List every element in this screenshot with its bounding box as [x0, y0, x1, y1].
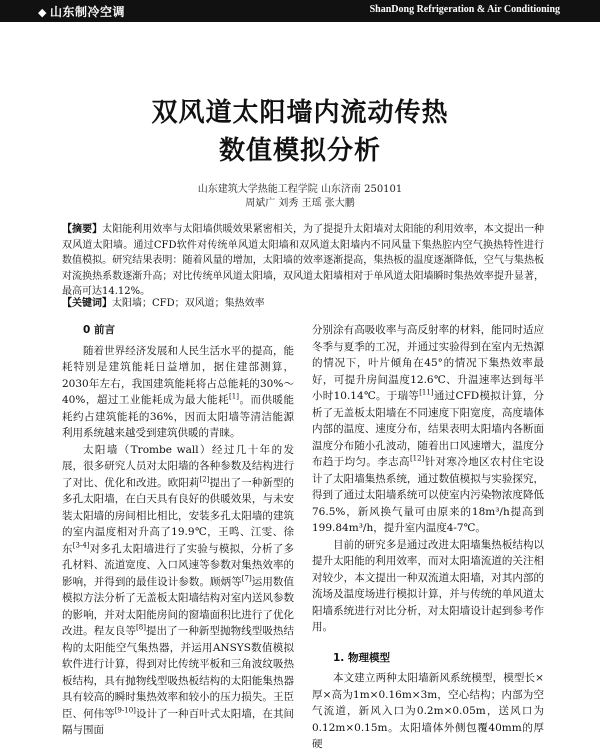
body-column-left: [62, 322, 294, 739]
keywords: [62, 297, 544, 311]
section-heading-intro: 0 前言: [83, 324, 115, 336]
section-heading-model: 1. 物理模型: [333, 651, 390, 664]
abstract-text: 太阳能利用效率与太阳墙供暖效果紧密相关，为了提提升太阳墙对太阳能的利用效率，本文提出一种双风道太阳墙。通过CFD软件对传统单风道太阳墙和双风道太阳墙内不同风量下集热腔内空气换热特性进行数值模拟。研究结果表明：随着风量的增加，太阳墙的效率逐渐提高，集热板的温度逐渐降低，空气与集热板对流换热系数逐渐升高；对比传统单风道太阳墙，双风道太阳墙相对于单风道太阳墙瞬时集热效率提升显著，最高可达14.12%。: [62, 224, 545, 297]
body-column-right: [312, 322, 544, 753]
paragraph: 随着世界经济发展和人民生活水平的提高，能耗特别是建筑能耗日益增加，据住建部测算，2030年左右，我国建筑能耗将占总能耗的30%～40%，超过工业能耗成为最大能耗[1]。而供暖能耗约占建筑能耗的36%，因而太阳墙等清洁能源利用系统越来越受到建筑供暖的青睐。: [62, 344, 294, 439]
paragraph: 本文建立两种太阳墙新风系统模型，模型长×厚×高为1m×0.16m×3m，空心结构；内部为空气流道，新风入口为0.2m×0.05m，送风口为0.12m×0.15m。太阳墙体外侧包覆40mm的厚硬: [312, 672, 544, 750]
diamond-icon: ◆: [38, 6, 47, 19]
keywords-text: 太阳墙；CFD；双风道；集热效率: [112, 298, 265, 309]
paragraph: 目前的研究多是通过改进太阳墙集热板结构以提升太阳能的利用效率，而对太阳墙流道的关注相对较少，本文提出一种双流道太阳墙，对其内部的流场及温度场进行模拟计算，并与传统的单风道太阳墙系统进行对比分析，对太阳墙设计起到参考作用。: [312, 538, 544, 633]
paper-title-line2: 数值模拟分析: [218, 136, 381, 166]
abstract-label: 【摘要】: [62, 224, 103, 235]
paragraph: 分别涂有高吸收率与高反射率的材料，能同时适应冬季与夏季的工况，并通过实验得到在室内无热源的情况下，叶片倾角在45°的情况下集热效率最好，可提升房间温度12.6℃、升温速率达到每半小时10.14℃。于瑞等[11]通过CFD模拟计算，分析了无盖板太阳墙在不同速度下阳宽度，高度墙体内部的温度、速度分布，结果表明太阳墙内各断面温度分布随小孔波动，随着出口风速增大，温度分布趋于均匀。李志高[12]针对寒冷地区农村住宅设计了太阳墙集热系统，通过数值模拟与实验探究，得到了通过太阳墙系统可以使室内污染物浓度降低76.5%，新风换气量可由原来的18m³/h提高到199.84m³/h，提升室内温度4-7℃。: [312, 324, 545, 534]
keywords-label: 【关键词】: [62, 298, 112, 309]
journal-header-bar: [0, 0, 600, 22]
author-affiliation: 山东建筑大学热能工程学院 山东济南 250101: [197, 184, 403, 195]
paper-title-line1: 双风道太阳墙内流动传热: [151, 98, 449, 128]
paragraph: 太阳墙（Trombe wall）经过几十年的发展，很多研究人员对太阳墙的各种参数及结构进行了对比、优化和改进。欧阳莉[2]提出了一种新型的多孔太阳墙，在白天具有良好的供暖效果，与未安装太阳墙的房间相比相比，安装多孔太阳墙的建筑的室内温度相对升高了19.9℃，王鸣、江雯、徐东[3-4]对多孔太阳墙进行了实验与模拟，分析了多孔材料、流道宽度、入口风速等参数对集热效率的影响，并得到的最佳设计参数。顾炳等[7]运用数值模拟方法分析了无盖板太阳墙结构对室内送风参数的影响，并对太阳能房间的窗墙面积比进行了优化改进。程友良等[8]提出了一种新型抛物线型吸热结构的太阳能空气集热器，并运用ANSYS数值模拟软件进行计算，得到对比传统平板和三角波纹吸热板结构，具有抛物线型吸热板结构的太阳能集热器具有较高的瞬时集热效率和较小的压力损失。王臣臣、何伟等[9-10]设计了一种百叶式太阳墙，在其间隔与围面: [62, 443, 295, 736]
author-list: 周斌广 刘秀 王瑶 张大鹏: [245, 198, 355, 209]
journal-name-cn: ◆ 山东制冷空调: [38, 5, 125, 19]
abstract: [62, 222, 544, 300]
journal-name-en: ShanDong Refrigeration & Air Conditioning: [369, 4, 560, 15]
